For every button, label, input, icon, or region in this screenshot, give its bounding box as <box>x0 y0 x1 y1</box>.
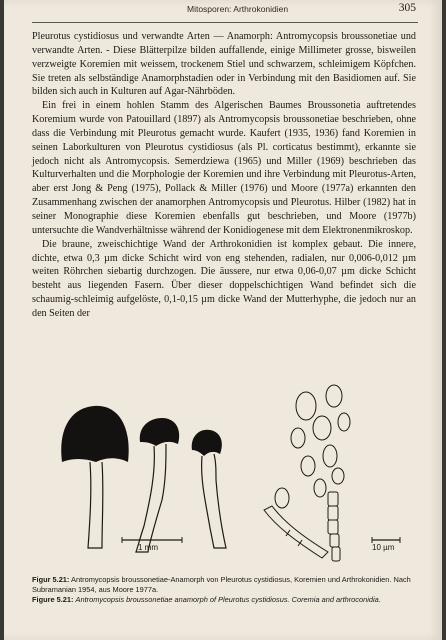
running-title: Mitosporen: Arthrokonidien <box>187 4 289 14</box>
caption-english-text: Antromycopsis broussonetiae anamorph of Pleurotus cystidiosus. Coremia and arthroconidia. <box>75 595 381 605</box>
caption-english <box>32 595 418 605</box>
page-number: 305 <box>398 2 416 14</box>
paragraph-1: Pleurotus cystidiosus und verwandte Arten — Anamorph: Antromycopsis broussonetiae und verwandte Arten. - Diese Blätterpilze bilden auffallende, einige Millimeter grosse, bisweilen verzweigte Koremien mit weissem, trockenem Stiel und schwarzem, schleimigem Köpfchen. Sie treten als selbständige Anamorphstadien oder in Verbindung mit den Basidiomen auf. Sie bilden sich auch in Kulturen auf Agar-Nährböden. <box>32 31 416 98</box>
coremium-drawing-3 <box>192 430 226 548</box>
scale-label-1mm: 1 mm <box>138 543 158 552</box>
coremium-drawing-2 <box>136 418 179 552</box>
caption-german-label: Figur 5.21: <box>32 575 70 584</box>
arthroconidia-drawing <box>264 385 350 561</box>
body-text <box>32 30 416 321</box>
caption-german-text: Antromycopsis broussonetiae-Anamorph von Pleurotus cystidiosus, Koremien und Arthrokonidien. Nach Subramanian 1954, aus Moore 1977a. <box>32 575 411 594</box>
coremium-drawing-1 <box>61 406 128 548</box>
paragraph-2: Ein frei in einem hohlen Stamm des Algerischen Baumes Broussonetia auftretendes Koremium wurde von Patouillard (1897) als Antromycopsis broussonetiae beschrieben, ohne dass die Verbindung mit Pleurotus gemacht wurde. Kaufert (1935, 1936) fand Koremien in seinen Laborkulturen von Pleurotus cystidiosus (als Pl. corticatus bestimmt), erkannte sie jedoch nicht als Antromycopsis. Semerdziewa (1965) und Miller (1969) beschrieben das Kulturverhalten und die Morphologie der Koremien und ihre Verbindung mit Pleurotus-Arten, aber erst Jong & Peng (1975), Pollack & Miller (1976) und Moore (1977a) erkannten den Zusammenhang zwischen der anamorphen Antromycopsis und Pleurotus. Hilber (1982) hat in seiner Monographie diese Koremien ebenfalls gut beschrieben, und Moore (1977b) untersuchte die Wandverhältnisse während der Konidiogenese mit dem Elektronenmikroskop. <box>32 100 416 236</box>
figure-5-21 <box>32 380 418 570</box>
paragraph-3: Die braune, zweischichtige Wand der Arthrokonidien ist komplex gebaut. Die innere, dichte, etwa 0,3 µm dicke Schicht wird von eng stehenden, radialen, nur 0,006-0,012 µm weiten Röhrchen siebartig durchzogen. Die äussere, nur etwa 0,06-0,07 µm dicke Schicht besteht aus liegenden Fasern. Über dieser doppelschichtigen Wand befindet sich die schaumig-schleimig aufgelöste, 0,1-0,15 µm dicke Wand der Mutterhyphe, die jedoch nur an den Seiten der <box>32 238 416 319</box>
figure-drawing <box>32 380 418 570</box>
figure-caption <box>32 575 418 606</box>
scale-label-10um: 10 µm <box>372 543 395 552</box>
book-page <box>4 0 442 640</box>
caption-german <box>32 575 418 594</box>
header-rule <box>32 22 418 23</box>
caption-english-label: Figure 5.21: <box>32 595 74 605</box>
page-header <box>32 0 418 18</box>
